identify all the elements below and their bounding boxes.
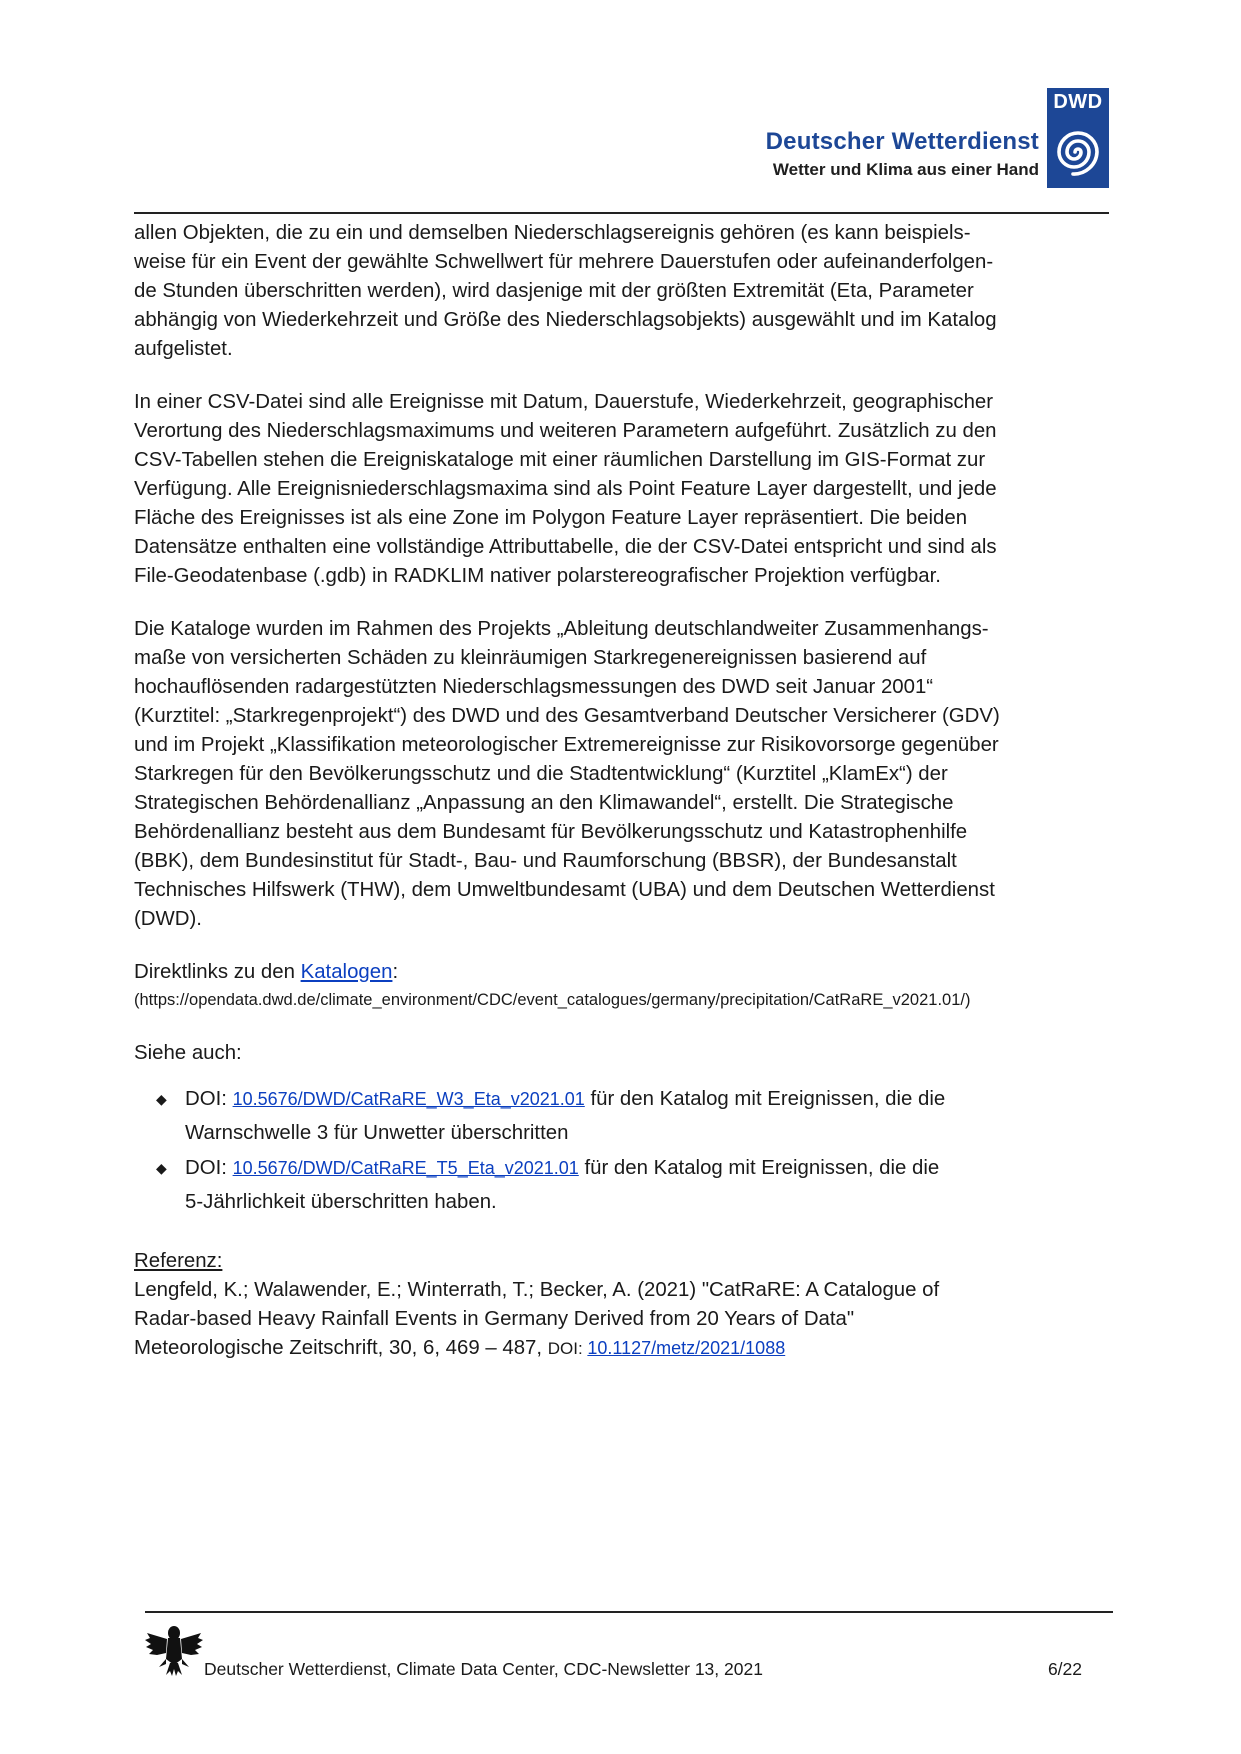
page-number: 6/22 — [1047, 1659, 1082, 1679]
doi-prefix: DOI: — [185, 1088, 233, 1110]
list-item-text-continued: Warnschwelle 3 für Unwetter überschritten — [185, 1122, 569, 1144]
dwd-logo — [1047, 88, 1109, 188]
paragraph-line: Technisches Hilfswerk (THW), dem Umweltbundesamt (UBA) und dem Deutschen Wetterdienst — [134, 879, 995, 901]
dwd-logo-text: DWD — [1053, 91, 1103, 113]
paragraph-line: File-Geodatenbase (.gdb) in RADKLIM nativer polarstereografischer Projektion verfügbar. — [134, 565, 941, 587]
paragraph-line: (BBK), dem Bundesinstitut für Stadt-, Bau- und Raumforschung (BBSR), der Bundesanstalt — [134, 850, 957, 872]
direct-links-prefix: Direktlinks zu den — [134, 961, 301, 983]
paragraph-line: weise für ein Event der gewählte Schwellwert für mehrere Dauerstufen oder aufeinanderfolgen- — [134, 251, 994, 273]
paragraph-line: Die Kataloge wurden im Rahmen des Projekts „Ableitung deutschlandweiter Zusammenhangs- — [134, 618, 989, 640]
reference-doi-link[interactable]: 10.1127/metz/2021/1088 — [587, 1338, 786, 1358]
paragraph-line: Strategischen Behördenallianz „Anpassung an den Klimawandel“, erstellt. Die Strategische — [134, 792, 954, 814]
see-also-heading: Siehe auch: — [134, 1042, 242, 1064]
page-header — [0, 0, 1241, 215]
paragraph-line: und im Projekt „Klassifikation meteorologischer Extremereignisse zur Risikovorsorge gegenüber — [134, 734, 999, 756]
paragraph-line: maße von versicherten Schäden zu kleinräumigen Starkregenereignissen basierend auf — [134, 647, 927, 669]
list-item — [134, 1082, 1109, 1150]
paragraph-2 — [134, 388, 1109, 591]
paragraph-3 — [134, 615, 1109, 934]
federal-eagle-icon — [144, 1619, 204, 1677]
paragraph-line: Fläche des Ereignisses ist als eine Zone im Polygon Feature Layer repräsentiert. Die beiden — [134, 507, 968, 529]
direct-links — [134, 958, 1109, 987]
brand-name: Deutscher Wetterdienst — [765, 128, 1039, 155]
brand-tagline: Wetter und Klima aus einer Hand — [772, 160, 1039, 179]
paragraph-line: (DWD). — [134, 908, 202, 930]
reference-journal: Meteorologische Zeitschrift, 30, 6, 469 – 487, — [134, 1337, 548, 1359]
reference-doi-label: DOI: — [547, 1339, 588, 1358]
footer-text: Deutscher Wetterdienst, Climate Data Center, CDC-Newsletter 13, 2021 — [204, 1659, 763, 1679]
diamond-bullet-icon: ◆ — [156, 1160, 167, 1176]
dwd-spiral-icon — [1051, 122, 1105, 182]
page-content — [134, 219, 1109, 1363]
catalog-link[interactable]: Katalogen — [300, 961, 393, 983]
paragraph-line: aufgelistet. — [134, 338, 233, 360]
reference-line: Lengfeld, K.; Walawender, E.; Winterrath, T.; Becker, A. (2021) "CatRaRE: A Catalogue of — [134, 1279, 940, 1301]
paragraph-line: CSV-Tabellen stehen die Ereigniskataloge mit einer räumlichen Darstellung im GIS-Format zur — [134, 449, 986, 471]
reference-line — [134, 1334, 1109, 1363]
diamond-bullet-icon: ◆ — [156, 1091, 167, 1107]
list-item-text: für den Katalog mit Ereignissen, die die — [578, 1157, 940, 1179]
reference-line: Radar-based Heavy Rainfall Events in Germany Derived from 20 Years of Data" — [134, 1308, 855, 1330]
paragraph-line: In einer CSV-Datei sind alle Ereignisse mit Datum, Dauerstufe, Wiederkehrzeit, geographischer — [134, 391, 994, 413]
paragraph-line: abhängig von Wiederkehrzeit und Größe des Niederschlagsobjekts) ausgewählt und im Katalog — [134, 309, 997, 331]
list-item-text-continued: 5-Jährlichkeit überschritten haben. — [185, 1191, 497, 1213]
list-item-text: für den Katalog mit Ereignissen, die die — [584, 1088, 946, 1110]
doi-link-t5[interactable]: 10.5676/DWD/CatRaRE_T5_Eta_v2021.01 — [232, 1158, 579, 1178]
paragraph-line: Starkregen für den Bevölkerungsschutz und die Stadtentwicklung“ (Kurztitel „KlamEx“) der — [134, 763, 948, 785]
list-item — [134, 1151, 1109, 1219]
paragraph-line: Verfügung. Alle Ereignisniederschlagsmaxima sind als Point Feature Layer dargestellt, und jede — [134, 478, 997, 500]
paragraph-line: Verortung des Niederschlagsmaximums und weiteren Parametern aufgeführt. Zusätzlich zu den — [134, 420, 997, 442]
header-divider — [134, 212, 1109, 214]
paragraph-1 — [134, 219, 1109, 364]
paragraph-line: Behördenallianz besteht aus dem Bundesamt für Bevölkerungsschutz und Katastrophenhilfe — [134, 821, 968, 843]
doi-link-w3[interactable]: 10.5676/DWD/CatRaRE_W3_Eta_v2021.01 — [232, 1089, 585, 1109]
catalog-url: (https://opendata.dwd.de/climate_environment/CDC/event_catalogues/germany/precipitation/CatRaRE_v2021.01/) — [134, 991, 971, 1009]
direct-links-suffix: : — [392, 961, 399, 983]
paragraph-line: de Stunden überschritten werden), wird dasjenige mit der größten Extremität (Eta, Parameter — [134, 280, 974, 302]
paragraph-line: allen Objekten, die zu ein und demselben Niederschlagsereignis gehören (es kann beispiels- — [134, 222, 971, 244]
reference-title: Referenz: — [134, 1250, 223, 1272]
paragraph-line: (Kurztitel: „Starkregenprojekt“) des DWD und des Gesamtverband Deutscher Versicherer (GDV) — [134, 705, 1000, 727]
footer-divider — [145, 1611, 1113, 1613]
reference-block — [134, 1247, 1109, 1363]
paragraph-line: hochauflösenden radargestützten Niederschlagsmessungen des DWD seit Januar 2001“ — [134, 676, 934, 698]
paragraph-line: Datensätze enthalten eine vollständige Attributtabelle, die der CSV-Datei entspricht und sind als — [134, 536, 997, 558]
see-also-list — [134, 1082, 1109, 1219]
doi-prefix: DOI: — [185, 1157, 233, 1179]
